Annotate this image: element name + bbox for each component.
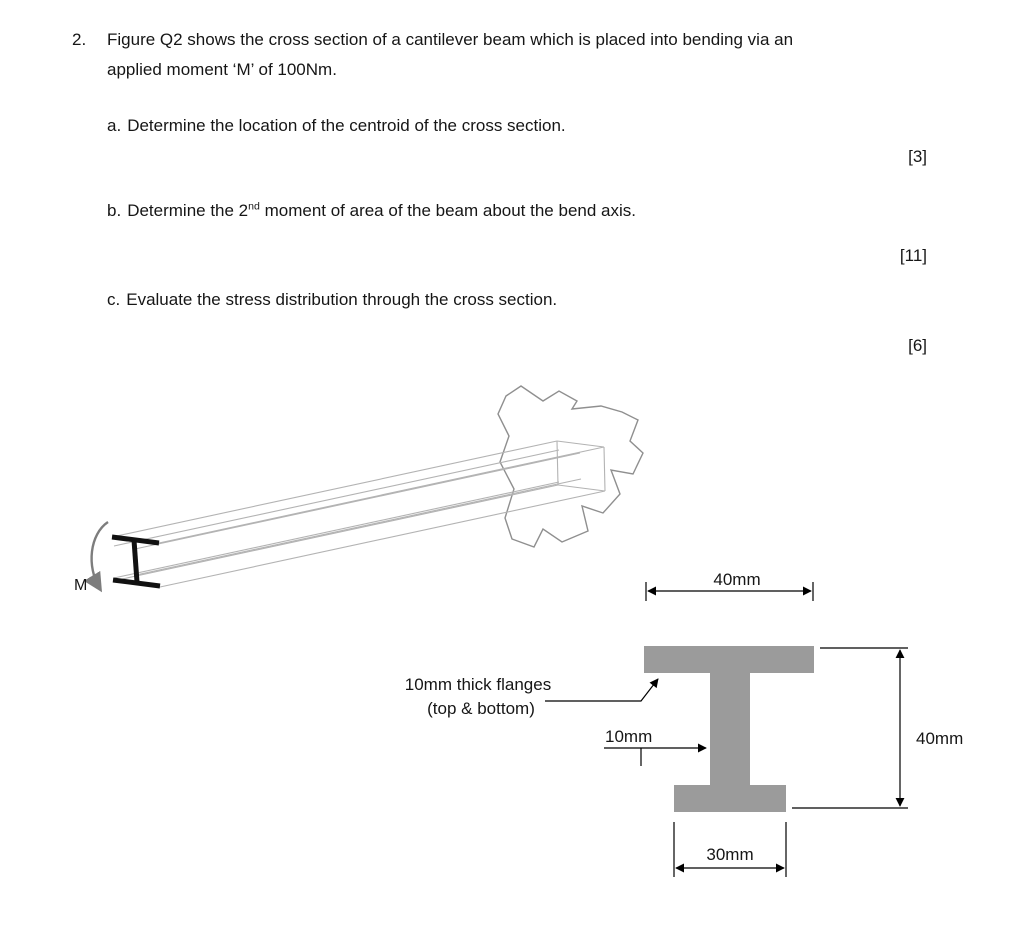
part-c-text: Evaluate the stress distribution through the cross section. bbox=[126, 290, 558, 309]
part-b-text-post: moment of area of the beam about the bend axis. bbox=[259, 201, 636, 220]
moment-label: M bbox=[74, 577, 88, 594]
question-number: 2. bbox=[72, 30, 87, 49]
flange-note-line2: (top & bottom) bbox=[427, 699, 535, 718]
web-thickness-leader bbox=[604, 748, 706, 766]
part-b-text-pre: Determine the 2 bbox=[127, 201, 249, 220]
part-a-label: a. bbox=[107, 116, 122, 135]
dimension-bottom-width-label: 30mm bbox=[706, 845, 754, 864]
cross-section-diagram bbox=[405, 570, 963, 877]
web-thickness-label: 10mm bbox=[605, 727, 653, 746]
part-b-marks: [11] bbox=[899, 246, 927, 265]
bottom-flange bbox=[674, 785, 786, 812]
cantilever-3d-sketch bbox=[74, 386, 643, 594]
flange-note-line1: 10mm thick flanges bbox=[404, 675, 552, 694]
flange-note-leader bbox=[545, 679, 658, 701]
dimension-top-width-label: 40mm bbox=[713, 570, 761, 589]
beam-edges bbox=[112, 441, 605, 587]
part-c-label: c. bbox=[107, 290, 121, 309]
part-a-marks: [3] bbox=[908, 147, 927, 166]
moment-arrow bbox=[92, 522, 108, 589]
dimension-height-label: 40mm bbox=[916, 729, 964, 748]
top-flange bbox=[644, 646, 814, 673]
part-c-marks: [6] bbox=[908, 336, 927, 355]
web bbox=[710, 673, 750, 785]
part-b-superscript: nd bbox=[248, 200, 260, 213]
part-a-text: Determine the location of the centroid of the cross section. bbox=[127, 116, 566, 135]
part-b-label: b. bbox=[107, 201, 122, 220]
intro-text-line2: applied moment ‘M’ of 100Nm. bbox=[107, 60, 337, 79]
intro-text-line1: Figure Q2 shows the cross section of a cantilever beam which is placed into bending via an bbox=[107, 30, 794, 49]
